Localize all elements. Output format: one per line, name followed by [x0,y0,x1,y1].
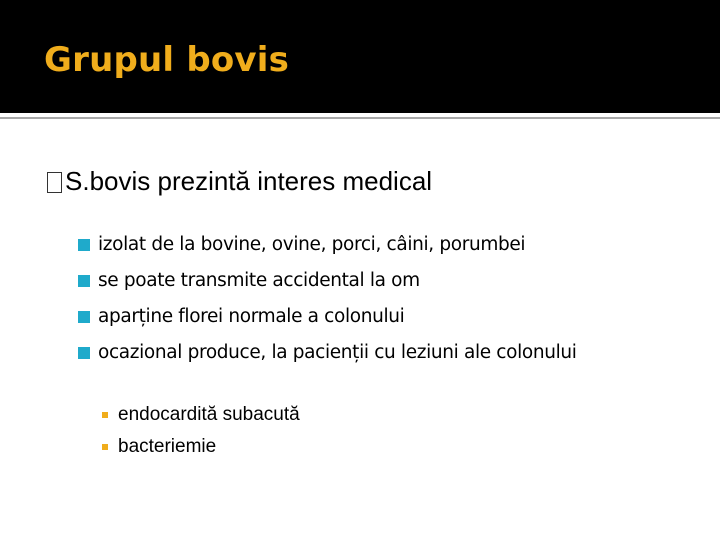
small-square-bullet-icon [102,444,108,450]
bullet-text: aparține florei normale a colonului [98,305,405,327]
title-band [0,0,720,113]
bullet-text: izolat de la bovine, ovine, porci, câini, porumbei [98,233,526,255]
subbullet-item [102,399,300,431]
square-bullet-icon [78,239,90,251]
bullet-item [78,334,577,370]
subbullet-text: endocardită subacută [118,404,300,425]
subbullet-list [102,399,300,463]
slide-title: Grupul bovis [44,40,290,80]
square-bullet-icon [78,275,90,287]
bullet-item [78,298,577,334]
square-bullet-icon [78,347,90,359]
missing-glyph-box-icon [47,172,62,193]
bullet-list [78,226,577,370]
bullet-item [78,226,577,262]
bullet-item [78,262,577,298]
square-bullet-icon [78,311,90,323]
bullet-text: se poate transmite accidental la om [98,269,420,291]
small-square-bullet-icon [102,412,108,418]
subbullet-item [102,431,300,463]
bullet-text: ocazional produce, la pacienții cu leziuni ale colonului [98,341,577,363]
main-point-text: S.bovis prezintă interes medical [65,166,433,196]
subbullet-text: bacteriemie [118,436,217,457]
title-divider [0,117,720,119]
main-point [47,166,432,197]
